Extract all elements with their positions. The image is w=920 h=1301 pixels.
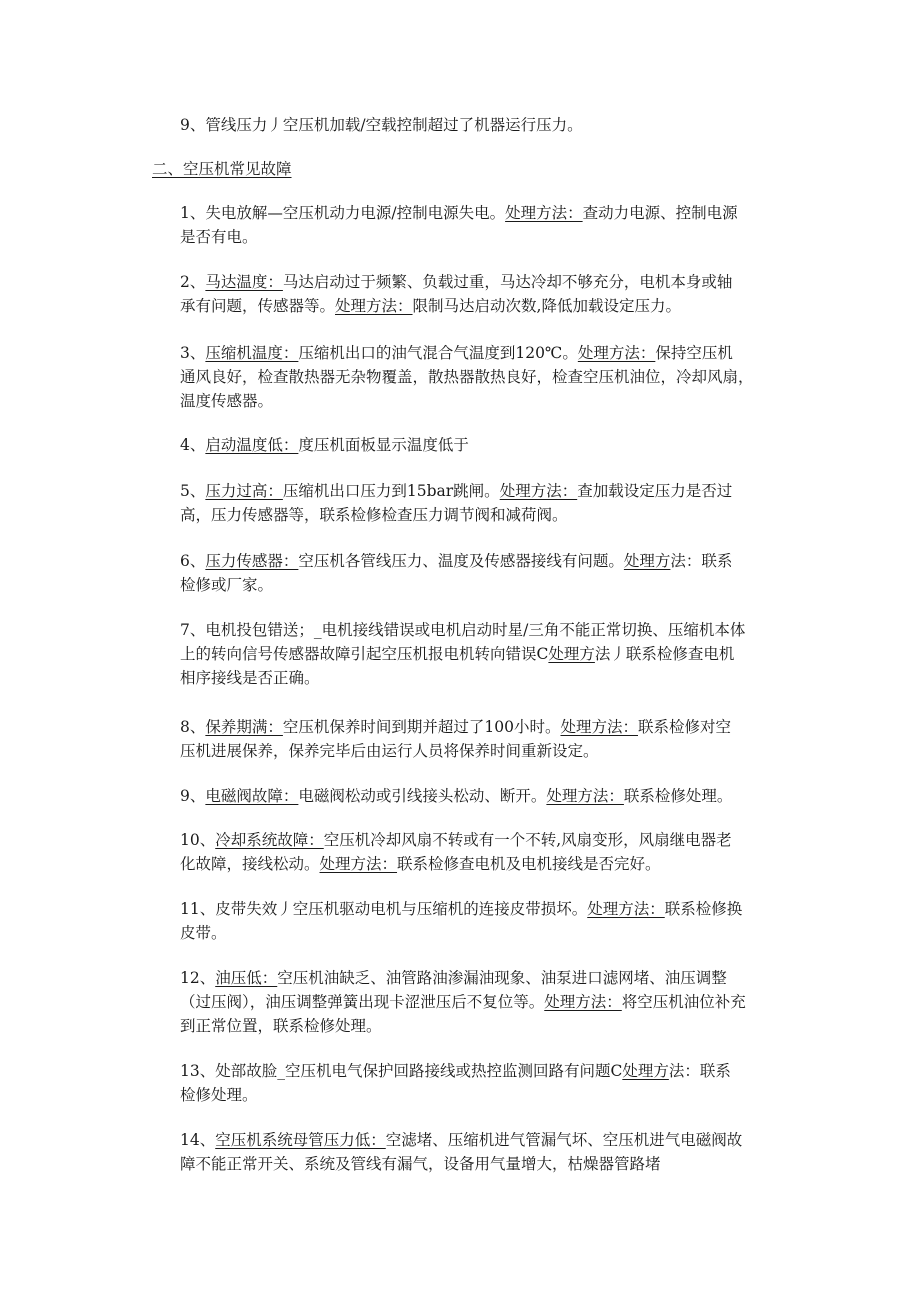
text-run: 化故障，接线松动。 xyxy=(180,855,320,873)
text-run: 检修处理。 xyxy=(180,1086,258,1104)
text-run: 保持空压机 xyxy=(655,344,733,362)
text-run: 4、 xyxy=(180,436,206,454)
paragraph-line xyxy=(0,666,920,690)
text-run: 13、处部故脸_空压机电气保护回路接线或热控监测回路有问题C xyxy=(180,1062,623,1080)
text-run: 障不能正常开关、系统及管线有漏气，设备用气量增大，枯燥器管路堵 xyxy=(180,1155,661,1173)
text-run: 高，压力传感器等，联系检修检查压力调节阀和减荷阀。 xyxy=(180,506,568,524)
paragraph-line xyxy=(0,828,920,852)
paragraph-line xyxy=(0,642,920,666)
text-run: 上的转向信号传感器故障引起空压机报电机转向错误C xyxy=(180,645,549,663)
list-item-1 xyxy=(0,201,920,249)
list-item-4 xyxy=(0,433,920,457)
text-run: 12、 xyxy=(180,969,216,987)
list-item-9 xyxy=(0,784,920,808)
underlined-label: 油压低： xyxy=(215,969,278,987)
paragraph-line xyxy=(0,897,920,921)
underlined-label: 处理方法： xyxy=(587,900,665,918)
text-run: 7、电机投包错送；_电机接线错误或电机启动时星/三角不能正常切换、压缩机本体 xyxy=(180,621,746,639)
text-run: 承有问题，传感器等。 xyxy=(180,297,336,315)
paragraph-line xyxy=(0,389,920,413)
list-item-8 xyxy=(0,715,920,763)
text-run: 到正常位置，联系检修处理。 xyxy=(180,1017,382,1035)
text-run: 压缩机出口压力到15bar跳闸。 xyxy=(282,482,500,500)
text-run: 联系检修查电机及电机接线是否完好。 xyxy=(397,855,661,873)
text-run: 查加载设定压力是否过 xyxy=(577,482,733,500)
text-run: 压缩机出口的油气混合气温度到120℃。 xyxy=(298,344,578,362)
underlined-label: 处理方法： xyxy=(560,718,638,736)
paragraph-line xyxy=(0,618,920,642)
paragraph-line xyxy=(0,852,920,876)
underlined-label: 压力过高： xyxy=(205,482,283,500)
list-item-12 xyxy=(0,966,920,1038)
text-run: （过压阀），油压调整弹簧出现卡涩泄压后不复位等。 xyxy=(180,993,545,1011)
paragraph-line xyxy=(0,921,920,945)
text-run: 空压机冷却风扇不转或有一个不转,风扇变形，风扇继电器老 xyxy=(323,831,732,849)
underlined-label: 空压机系统母管压力低： xyxy=(215,1131,386,1149)
paragraph-line xyxy=(0,549,920,573)
text-run: 空压机各管线压力、温度及传感器接线有问题。 xyxy=(298,552,624,570)
paragraph-line xyxy=(0,739,920,763)
text-run: 8、 xyxy=(180,718,206,736)
text-run: 空压机保养时间到期并超过了100小时。 xyxy=(282,718,561,736)
paragraph-line xyxy=(0,503,920,527)
text-run: 1、失电放解—空压机动力电源/控制电源失电。 xyxy=(180,204,506,222)
list-item-2 xyxy=(0,270,920,318)
paragraph-line xyxy=(0,201,920,225)
paragraph-line xyxy=(0,225,920,249)
list-item-3 xyxy=(0,341,920,413)
paragraph-line xyxy=(0,270,920,294)
text-run: 3、 xyxy=(180,344,206,362)
text-run: 电磁阀松动或引线接头松动、断开。 xyxy=(298,787,547,805)
text-run: 空压机油缺乏、油管路油渗漏油现象、油泵进口滤网堵、油压调整 xyxy=(277,969,727,987)
section-heading-text: 二、空压机常见故障 xyxy=(152,160,292,178)
text-run: 是否有电。 xyxy=(180,228,258,246)
text-run: 联系检修换 xyxy=(664,900,743,918)
paragraph-line xyxy=(0,341,920,365)
text-run: 法丿联系检修查电机 xyxy=(594,645,735,663)
top-line xyxy=(0,113,920,137)
paragraph-line xyxy=(0,433,920,457)
paragraph-line xyxy=(0,1083,920,1107)
text-run: 将空压机油位补充 xyxy=(621,993,746,1011)
text-run: 检修或厂家。 xyxy=(180,576,274,594)
underlined-label: 保养期满： xyxy=(205,718,283,736)
paragraph-line xyxy=(0,365,920,389)
text-run: 马达启动过于频繁、负载过重，马达冷却不够充分，电机本身或轴 xyxy=(282,273,733,291)
list-item-6 xyxy=(0,549,920,597)
underlined-label: 马达温度： xyxy=(205,273,283,291)
paragraph-line xyxy=(0,1128,920,1152)
text-run: 空滤堵、压缩机进气管漏气坏、空压机进气电磁阀故 xyxy=(385,1131,743,1149)
text-run: 联系检修对空 xyxy=(638,718,732,736)
text-run: 11、皮带失效丿空压机驱动电机与压缩机的连接皮带损坏。 xyxy=(180,900,588,918)
underlined-label: 处理方法： xyxy=(335,297,413,315)
paragraph-line xyxy=(0,1059,920,1083)
text-run: 2、 xyxy=(180,273,206,291)
list-item-7 xyxy=(0,618,920,690)
underlined-label: 处理方法： xyxy=(505,204,583,222)
underlined-label: 压缩机温度： xyxy=(205,344,299,362)
text-run: 查动力电源、控制电源 xyxy=(582,204,738,222)
underlined-label: 处理方法： xyxy=(546,787,624,805)
paragraph-line xyxy=(0,715,920,739)
underlined-label: 启动温度低： xyxy=(205,436,299,454)
section-heading xyxy=(0,157,920,181)
text-run: 通风良好，检查散热器无杂物覆盖，散热器散热良好，检查空压机油位，冷却风扇， xyxy=(180,368,754,386)
text-run: 10、 xyxy=(180,831,216,849)
text-run: 法：联系 xyxy=(670,552,733,570)
text-run: 压机进展保养，保养完毕后由运行人员将保养时间重新设定。 xyxy=(180,742,599,760)
paragraph-line xyxy=(0,1152,920,1176)
underlined-label: 压力传感器： xyxy=(205,552,299,570)
list-item-11 xyxy=(0,897,920,945)
paragraph-line xyxy=(0,990,920,1014)
text-run: 皮带。 xyxy=(180,924,227,942)
underlined-label: 处理方 xyxy=(622,1062,669,1080)
list-item-13 xyxy=(0,1059,920,1107)
text-run: 温度传感器。 xyxy=(180,392,274,410)
list-item-5 xyxy=(0,479,920,527)
underlined-label: 处理方 xyxy=(548,645,595,663)
underlined-label: 处理方法： xyxy=(499,482,578,500)
text-run: 联系检修处理。 xyxy=(623,787,733,805)
list-item-14 xyxy=(0,1128,920,1176)
underlined-label: 处理方法： xyxy=(577,344,656,362)
text-run: 相序接线是否正确。 xyxy=(180,669,320,687)
paragraph-text: 9、管线压力丿空压机加载/空载控制超过了机器运行压力。 xyxy=(180,116,583,134)
text-run: 限制马达启动次数,降低加载设定压力。 xyxy=(412,297,681,315)
text-run: 6、 xyxy=(180,552,206,570)
paragraph-line xyxy=(0,294,920,318)
text-run: 法：联系 xyxy=(668,1062,731,1080)
underlined-label: 处理方法： xyxy=(319,855,398,873)
paragraph-line xyxy=(0,479,920,503)
underlined-label: 电磁阀故障： xyxy=(205,787,299,805)
text-run: 14、 xyxy=(180,1131,216,1149)
underlined-label: 冷却系统故障： xyxy=(215,831,324,849)
text-run: 度压机面板显示温度低于 xyxy=(298,436,469,454)
paragraph-line xyxy=(0,784,920,808)
paragraph-line xyxy=(0,1014,920,1038)
paragraph-line xyxy=(0,573,920,597)
list-item-10 xyxy=(0,828,920,876)
text-run: 5、 xyxy=(180,482,206,500)
paragraph-line xyxy=(0,966,920,990)
underlined-label: 处理方 xyxy=(623,552,671,570)
underlined-label: 处理方法： xyxy=(544,993,622,1011)
text-run: 9、 xyxy=(180,787,206,805)
